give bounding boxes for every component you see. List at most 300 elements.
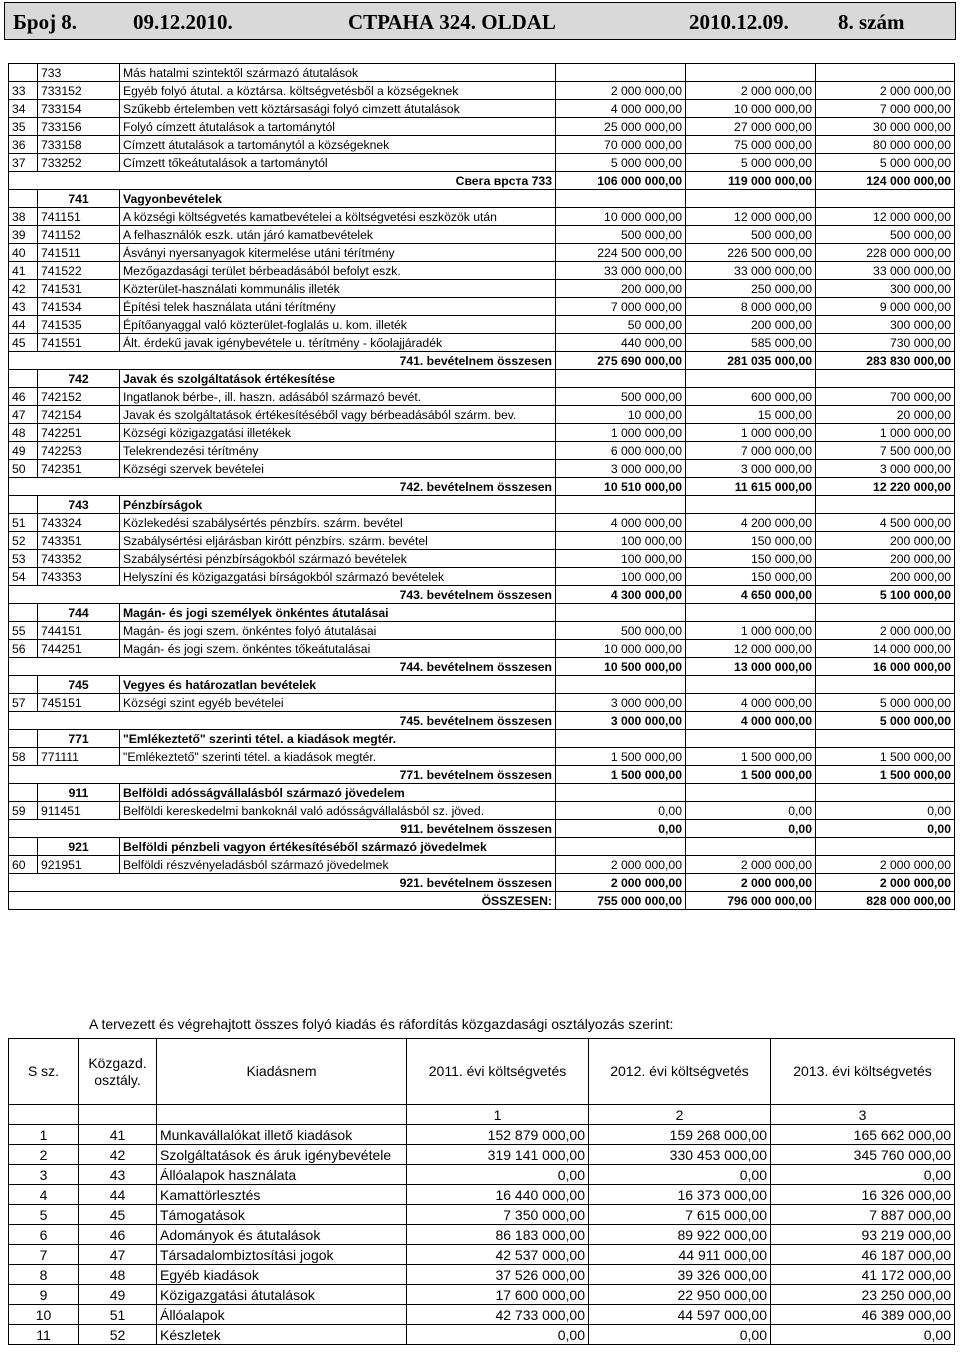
- budget-2012: 22 950 000,00: [589, 1285, 771, 1305]
- budget-2013: 2 000 000,00: [816, 622, 955, 640]
- budget-2012: 150 000,00: [686, 568, 816, 586]
- budget-2013: 46 187 000,00: [771, 1245, 955, 1265]
- account-code: 744: [38, 604, 120, 622]
- account-code: 743324: [38, 514, 120, 532]
- budget-2012: 44 911 000,00: [589, 1245, 771, 1265]
- budget-2011: 224 500 000,00: [556, 244, 686, 262]
- budget-2011: 4 000 000,00: [556, 100, 686, 118]
- budget-2011: 42 733 000,00: [407, 1305, 589, 1325]
- row-number: [9, 190, 38, 208]
- table-row: [9, 424, 955, 442]
- budget-2013: 124 000 000,00: [816, 172, 955, 190]
- budget-2012: [686, 676, 816, 694]
- account-code: 741151: [38, 208, 120, 226]
- budget-2012: 2 000 000,00: [686, 856, 816, 874]
- table-row: [9, 676, 955, 694]
- budget-2012: 11 615 000,00: [686, 478, 816, 496]
- budget-2013: 5 100 000,00: [816, 586, 955, 604]
- budget-2012: 44 597 000,00: [589, 1305, 771, 1325]
- budget-2013: 2 000 000,00: [816, 82, 955, 100]
- table-row: [9, 856, 955, 874]
- account-name: A községi költségvetés kamatbevételei a költségvetési eszközök után: [120, 208, 556, 226]
- budget-2011: 100 000,00: [556, 568, 686, 586]
- subtotal-label: 771. bevételnem összesen: [9, 766, 556, 784]
- budget-2013: 14 000 000,00: [816, 640, 955, 658]
- budget-2013: 300 000,00: [816, 316, 955, 334]
- budget-2011: 10 510 000,00: [556, 478, 686, 496]
- account-name: Belföldi részvényeladásból származó jövedelmek: [120, 856, 556, 874]
- account-name: Építési telek használata utáni térítmény: [120, 298, 556, 316]
- table-row: [9, 118, 955, 136]
- budget-2012: 10 000 000,00: [686, 100, 816, 118]
- header-issue-hu: 8. szám: [838, 10, 905, 34]
- account-name: "Emlékeztető" szerinti tétel. a kiadások megtér.: [120, 748, 556, 766]
- econ-class: 41: [79, 1125, 157, 1145]
- budget-2011: 2 000 000,00: [556, 856, 686, 874]
- budget-2012: 5 000 000,00: [686, 154, 816, 172]
- budget-2011: 200 000,00: [556, 280, 686, 298]
- budget-2013: [816, 496, 955, 514]
- econ-class: 46: [79, 1225, 157, 1245]
- expenditure-table: [8, 1038, 955, 1345]
- expense-type: Munkavállalókat illető kiadások: [157, 1125, 407, 1145]
- table-row: [9, 334, 955, 352]
- column-number: 2: [589, 1105, 771, 1125]
- account-code: 733156: [38, 118, 120, 136]
- table-row: [9, 802, 955, 820]
- row-number: 48: [9, 424, 38, 442]
- row-number: 11: [9, 1325, 79, 1345]
- row-number: 3: [9, 1165, 79, 1185]
- table-row: [9, 820, 955, 838]
- budget-2012: 1 500 000,00: [686, 748, 816, 766]
- table-row: [9, 1205, 955, 1225]
- budget-2011: 1 500 000,00: [556, 766, 686, 784]
- account-code: 744151: [38, 622, 120, 640]
- account-code: 741522: [38, 262, 120, 280]
- account-code: 742251: [38, 424, 120, 442]
- row-number: 8: [9, 1265, 79, 1285]
- row-number: 51: [9, 514, 38, 532]
- budget-2012: 159 268 000,00: [589, 1125, 771, 1145]
- account-name: Egyéb folyó átutal. a köztársa. költségvetésből a községeknek: [120, 82, 556, 100]
- row-number: 57: [9, 694, 38, 712]
- budget-2011: 42 537 000,00: [407, 1245, 589, 1265]
- table-row: [9, 622, 955, 640]
- account-name: Más hatalmi szintektől származó átutalások: [120, 64, 556, 82]
- budget-2012: 12 000 000,00: [686, 208, 816, 226]
- budget-2011: 319 141 000,00: [407, 1145, 589, 1165]
- row-number: [9, 676, 38, 694]
- budget-2012: [686, 496, 816, 514]
- account-name: Ásványi nyersanyagok kitermelése utáni térítmény: [120, 244, 556, 262]
- budget-2013: 30 000 000,00: [816, 118, 955, 136]
- budget-2013: 33 000 000,00: [816, 262, 955, 280]
- table-row: [9, 694, 955, 712]
- table-row: [9, 550, 955, 568]
- budget-2013: 200 000,00: [816, 568, 955, 586]
- table-row: [9, 604, 955, 622]
- account-name: Szűkebb értelemben vett köztársasági folyó cimzett átutalások: [120, 100, 556, 118]
- account-code: 741531: [38, 280, 120, 298]
- budget-2013: 12 220 000,00: [816, 478, 955, 496]
- budget-2012: 39 326 000,00: [589, 1265, 771, 1285]
- table-row: [9, 514, 955, 532]
- header-date-hu: 2010.12.09.: [689, 10, 789, 34]
- column-number-row: [9, 1105, 955, 1125]
- budget-2013: [816, 676, 955, 694]
- budget-2013: 7 887 000,00: [771, 1205, 955, 1225]
- table-row: [9, 586, 955, 604]
- row-number: 49: [9, 442, 38, 460]
- budget-2012: 119 000 000,00: [686, 172, 816, 190]
- row-number: 4: [9, 1185, 79, 1205]
- budget-2012: [686, 730, 816, 748]
- header-econ-class: Közgazd. osztály.: [79, 1039, 157, 1105]
- row-number: 54: [9, 568, 38, 586]
- table-row: [9, 1285, 955, 1305]
- budget-2011: 0,00: [407, 1325, 589, 1345]
- header-page: СТРАНА 324. OLDAL: [348, 10, 556, 34]
- budget-2011: 500 000,00: [556, 226, 686, 244]
- account-name: Helyszíni és közigazgatási bírságokból származó bevételek: [120, 568, 556, 586]
- table-row: [9, 478, 955, 496]
- row-number: 33: [9, 82, 38, 100]
- subtotal-label: 745. bevételnem összesen: [9, 712, 556, 730]
- row-number: 7: [9, 1245, 79, 1265]
- account-code: 745151: [38, 694, 120, 712]
- header-sequence: S sz.: [9, 1039, 79, 1105]
- budget-2012: 1 000 000,00: [686, 622, 816, 640]
- account-name: Ingatlanok bérbe-, ill. haszn. adásából származó bevét.: [120, 388, 556, 406]
- account-code: 742351: [38, 460, 120, 478]
- table-row: [9, 460, 955, 478]
- row-number: [9, 370, 38, 388]
- budget-2012: 7 000 000,00: [686, 442, 816, 460]
- budget-2011: 33 000 000,00: [556, 262, 686, 280]
- table-row: [9, 280, 955, 298]
- table-row: [9, 352, 955, 370]
- budget-2011: 37 526 000,00: [407, 1265, 589, 1285]
- row-number: 1: [9, 1125, 79, 1145]
- budget-2013: 0,00: [771, 1165, 955, 1185]
- row-number: 37: [9, 154, 38, 172]
- row-number: 53: [9, 550, 38, 568]
- account-code: 921: [38, 838, 120, 856]
- budget-2012: 226 500 000,00: [686, 244, 816, 262]
- row-number: 56: [9, 640, 38, 658]
- budget-2011: 2 000 000,00: [556, 874, 686, 892]
- table-row: [9, 1245, 955, 1265]
- expense-type: Támogatások: [157, 1205, 407, 1225]
- budget-2013: 0,00: [771, 1325, 955, 1345]
- budget-2013: 23 250 000,00: [771, 1285, 955, 1305]
- expense-type: Állóalapok használata: [157, 1165, 407, 1185]
- account-name: Címzett átutalások a tartománytól a községeknek: [120, 136, 556, 154]
- table-row: [9, 496, 955, 514]
- column-number: 1: [407, 1105, 589, 1125]
- row-number: [9, 784, 38, 802]
- table-row: [9, 1265, 955, 1285]
- budget-2011: 25 000 000,00: [556, 118, 686, 136]
- table-row: [9, 784, 955, 802]
- table-row: [9, 766, 955, 784]
- table-row: [9, 640, 955, 658]
- table-row: [9, 568, 955, 586]
- budget-2011: [556, 838, 686, 856]
- account-name: Községi szervek bevételei: [120, 460, 556, 478]
- row-number: 59: [9, 802, 38, 820]
- econ-class: 43: [79, 1165, 157, 1185]
- expense-type: Egyéb kiadások: [157, 1265, 407, 1285]
- account-name: Közlekedési szabálysértés pénzbírs. szárm. bevétel: [120, 514, 556, 532]
- budget-2013: 500 000,00: [816, 226, 955, 244]
- subtotal-label: 742. bevételnem összesen: [9, 478, 556, 496]
- budget-2012: 796 000 000,00: [686, 892, 816, 910]
- budget-2011: [556, 190, 686, 208]
- row-number: 38: [9, 208, 38, 226]
- account-code: 741: [38, 190, 120, 208]
- table-row: [9, 730, 955, 748]
- budget-2011: 3 000 000,00: [556, 694, 686, 712]
- account-code: 743: [38, 496, 120, 514]
- row-number: [9, 730, 38, 748]
- budget-2012: 281 035 000,00: [686, 352, 816, 370]
- row-number: 5: [9, 1205, 79, 1225]
- expense-type: Közigazgatási átutalások: [157, 1285, 407, 1305]
- budget-2013: [816, 64, 955, 82]
- row-number: 39: [9, 226, 38, 244]
- budget-2013: 46 389 000,00: [771, 1305, 955, 1325]
- table-row: [9, 874, 955, 892]
- account-code: 733154: [38, 100, 120, 118]
- budget-2013: 2 000 000,00: [816, 856, 955, 874]
- row-number: [9, 496, 38, 514]
- budget-2013: 283 830 000,00: [816, 352, 955, 370]
- budget-2012: 8 000 000,00: [686, 298, 816, 316]
- budget-2011: [556, 370, 686, 388]
- budget-2011: 0,00: [556, 820, 686, 838]
- account-name: Belföldi adósságvállalásból származó jövedelem: [120, 784, 556, 802]
- row-number: 35: [9, 118, 38, 136]
- header-issue-sr: Број 8.: [13, 10, 78, 34]
- account-code: 743353: [38, 568, 120, 586]
- table-row: [9, 226, 955, 244]
- budget-2013: 4 500 000,00: [816, 514, 955, 532]
- budget-2013: 730 000,00: [816, 334, 955, 352]
- subtotal-label: 743. bevételnem összesen: [9, 586, 556, 604]
- budget-2012: 15 000,00: [686, 406, 816, 424]
- account-code: 733: [38, 64, 120, 82]
- expenditure-caption: A tervezett és végrehajtott összes folyó kiadás és ráfordítás közgazdasági osztályozás szerint:: [89, 1016, 674, 1032]
- budget-2011: 0,00: [407, 1165, 589, 1185]
- account-code: 745: [38, 676, 120, 694]
- expense-type: Szolgáltatások és áruk igénybevétele: [157, 1145, 407, 1165]
- budget-2013: 1 500 000,00: [816, 766, 955, 784]
- account-code: 911451: [38, 802, 120, 820]
- budget-2012: 12 000 000,00: [686, 640, 816, 658]
- budget-2013: 7 500 000,00: [816, 442, 955, 460]
- budget-2012: [686, 64, 816, 82]
- budget-2012: 13 000 000,00: [686, 658, 816, 676]
- account-code: 771111: [38, 748, 120, 766]
- budget-2011: 10 000,00: [556, 406, 686, 424]
- budget-2012: 4 650 000,00: [686, 586, 816, 604]
- budget-2012: [686, 370, 816, 388]
- budget-2012: 1 000 000,00: [686, 424, 816, 442]
- header-budget-2013: 2013. évi költségvetés: [771, 1039, 955, 1105]
- budget-2013: 200 000,00: [816, 550, 955, 568]
- row-number: 41: [9, 262, 38, 280]
- account-name: Javak és szolgáltatások értékesítéséből vagy bérbeadásából szárm. bev.: [120, 406, 556, 424]
- budget-2013: 700 000,00: [816, 388, 955, 406]
- header-budget-2011: 2011. évi költségvetés: [407, 1039, 589, 1105]
- budget-2012: 89 922 000,00: [589, 1225, 771, 1245]
- account-code: 743352: [38, 550, 120, 568]
- econ-class: 45: [79, 1205, 157, 1225]
- subtotal-label: 921. bevételnem összesen: [9, 874, 556, 892]
- budget-2012: 600 000,00: [686, 388, 816, 406]
- account-name: Ált. érdekű javak igénybevétele u. térítmény - kőolajjáradék: [120, 334, 556, 352]
- budget-2011: 3 000 000,00: [556, 460, 686, 478]
- row-number: 47: [9, 406, 38, 424]
- econ-class: 52: [79, 1325, 157, 1345]
- budget-2011: 440 000,00: [556, 334, 686, 352]
- account-name: Szabálysértési eljárásban kirótt pénzbírs. szárm. bevétel: [120, 532, 556, 550]
- account-code: 742152: [38, 388, 120, 406]
- budget-2013: 300 000,00: [816, 280, 955, 298]
- table-row: [9, 370, 955, 388]
- budget-2011: 100 000,00: [556, 550, 686, 568]
- row-number: 46: [9, 388, 38, 406]
- econ-class: 48: [79, 1265, 157, 1285]
- budget-2012: [686, 604, 816, 622]
- table-row: [9, 154, 955, 172]
- column-number: 3: [771, 1105, 955, 1125]
- row-number: 44: [9, 316, 38, 334]
- budget-2013: [816, 370, 955, 388]
- account-code: 733252: [38, 154, 120, 172]
- budget-2012: 16 373 000,00: [589, 1185, 771, 1205]
- budget-2012: 2 000 000,00: [686, 874, 816, 892]
- account-name: Címzett tőkeátutalások a tartománytól: [120, 154, 556, 172]
- budget-2012: 7 615 000,00: [589, 1205, 771, 1225]
- budget-2012: 1 500 000,00: [686, 766, 816, 784]
- account-name: Javak és szolgáltatások értékesítése: [120, 370, 556, 388]
- table-row: [9, 172, 955, 190]
- budget-2013: 16 000 000,00: [816, 658, 955, 676]
- header-expense-type: Kiadásnem: [157, 1039, 407, 1105]
- table-row: [9, 388, 955, 406]
- budget-2012: 150 000,00: [686, 532, 816, 550]
- budget-2011: [556, 676, 686, 694]
- econ-class: 49: [79, 1285, 157, 1305]
- account-name: Belföldi pénzbeli vagyon értékesítéséből származó jövedelmek: [120, 838, 556, 856]
- table-row: [9, 298, 955, 316]
- row-number: 55: [9, 622, 38, 640]
- budget-2013: 5 000 000,00: [816, 154, 955, 172]
- account-code: 741534: [38, 298, 120, 316]
- budget-2012: [686, 190, 816, 208]
- expense-type: Társadalombiztosítási jogok: [157, 1245, 407, 1265]
- table-row: [9, 1305, 955, 1325]
- table-row: [9, 1165, 955, 1185]
- table-row: [9, 208, 955, 226]
- budget-2013: 9 000 000,00: [816, 298, 955, 316]
- budget-2011: 7 000 000,00: [556, 298, 686, 316]
- budget-2013: 7 000 000,00: [816, 100, 955, 118]
- budget-2012: 27 000 000,00: [686, 118, 816, 136]
- table-row: [9, 82, 955, 100]
- budget-2012: 585 000,00: [686, 334, 816, 352]
- budget-2013: 345 760 000,00: [771, 1145, 955, 1165]
- budget-2011: [556, 730, 686, 748]
- budget-2012: [686, 838, 816, 856]
- budget-2011: 16 440 000,00: [407, 1185, 589, 1205]
- account-name: Közterület-használati kommunális illeték: [120, 280, 556, 298]
- account-name: Telekrendezési térítmény: [120, 442, 556, 460]
- account-code: 742253: [38, 442, 120, 460]
- expense-type: Készletek: [157, 1325, 407, 1345]
- expenditure-header-row: [9, 1039, 955, 1105]
- budget-2012: 4 200 000,00: [686, 514, 816, 532]
- budget-2011: 10 000 000,00: [556, 640, 686, 658]
- budget-2012: 200 000,00: [686, 316, 816, 334]
- table-row: [9, 244, 955, 262]
- budget-2013: 2 000 000,00: [816, 874, 955, 892]
- table-row: [9, 1325, 955, 1345]
- table-row: [9, 442, 955, 460]
- table-row: [9, 190, 955, 208]
- account-name: Folyó címzett átutalások a tartománytól: [120, 118, 556, 136]
- budget-2011: 86 183 000,00: [407, 1225, 589, 1245]
- budget-2011: 10 000 000,00: [556, 208, 686, 226]
- budget-2013: 0,00: [816, 820, 955, 838]
- account-name: A felhasználók eszk. után járó kamatbevételek: [120, 226, 556, 244]
- page-header: [4, 2, 956, 40]
- account-code: 743351: [38, 532, 120, 550]
- table-row: [9, 658, 955, 676]
- account-name: Községi szint egyéb bevételei: [120, 694, 556, 712]
- budget-2011: [556, 496, 686, 514]
- account-code: 911: [38, 784, 120, 802]
- budget-2013: 828 000 000,00: [816, 892, 955, 910]
- budget-2011: 70 000 000,00: [556, 136, 686, 154]
- econ-class: 51: [79, 1305, 157, 1325]
- account-name: Vagyonbevételek: [120, 190, 556, 208]
- budget-2013: [816, 838, 955, 856]
- account-name: Magán- és jogi személyek önkéntes átutalásai: [120, 604, 556, 622]
- subtotal-label: 741. bevételnem összesen: [9, 352, 556, 370]
- budget-2011: 500 000,00: [556, 622, 686, 640]
- account-code: 771: [38, 730, 120, 748]
- budget-2011: 100 000,00: [556, 532, 686, 550]
- budget-2011: 4 300 000,00: [556, 586, 686, 604]
- budget-2011: 2 000 000,00: [556, 82, 686, 100]
- row-number: 2: [9, 1145, 79, 1165]
- budget-2012: 2 000 000,00: [686, 82, 816, 100]
- budget-2011: 5 000 000,00: [556, 154, 686, 172]
- budget-2012: 4 000 000,00: [686, 694, 816, 712]
- row-number: [9, 604, 38, 622]
- budget-2011: 152 879 000,00: [407, 1125, 589, 1145]
- account-code: 921951: [38, 856, 120, 874]
- budget-2011: 500 000,00: [556, 388, 686, 406]
- account-code: 733158: [38, 136, 120, 154]
- header-budget-2012: 2012. évi költségvetés: [589, 1039, 771, 1105]
- budget-2013: 1 000 000,00: [816, 424, 955, 442]
- table-row: [9, 406, 955, 424]
